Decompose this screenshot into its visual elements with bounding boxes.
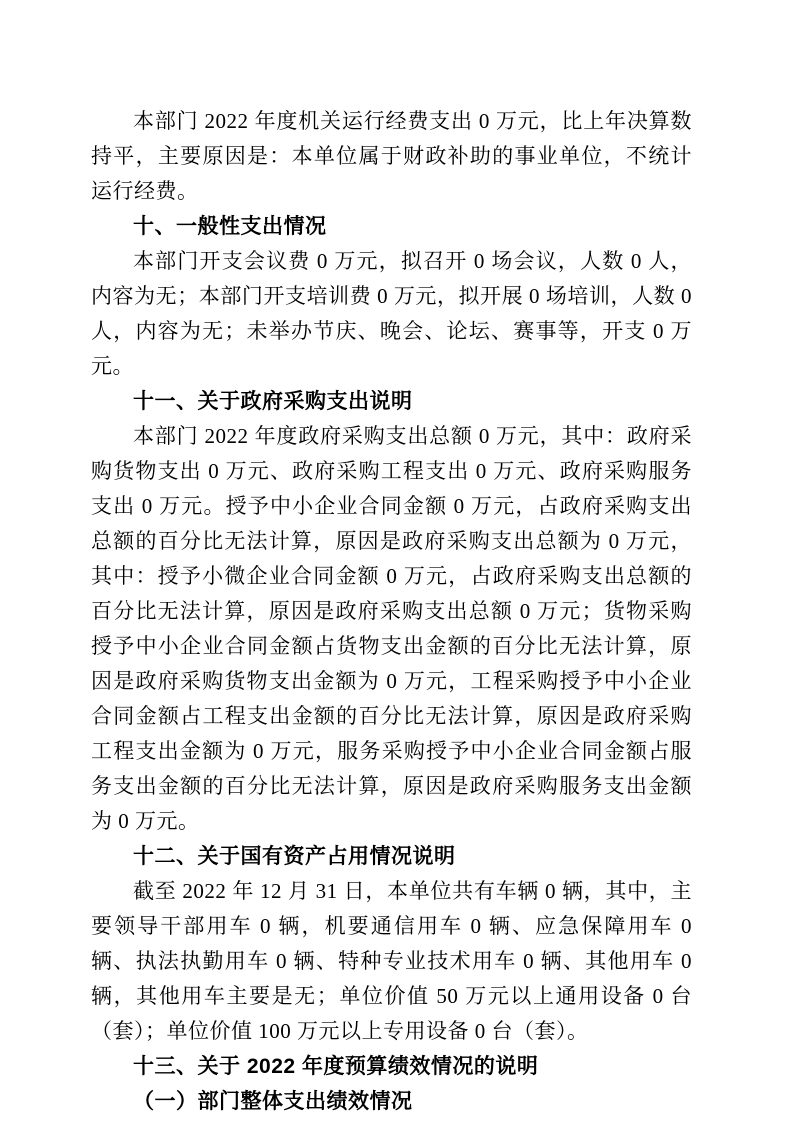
paragraph-state-assets-detail: 截至 2022 年 12 月 31 日，本单位共有车辆 0 辆，其中，主要领导干部用车 0 辆，机要通信用车 0 辆、应急保障用车 0 辆、执法执勤用车 0 辆、特种专业技术用车 0 辆、其他用车 0 辆，其他用车主要是无；单位价值 50 万元以上通用设备 0 台（套）；单位价值 100 万元以上专用设备 0 台（套）。 (91, 879, 692, 1043)
paragraph-government-procurement-detail: 本部门 2022 年度政府采购支出总额 0 万元，其中：政府采购货物支出 0 万元、政府采购工程支出 0 万元、政府采购服务支出 0 万元。授予中小企业合同金额 0 万元，占政府采购支出总额的百分比无法计算，原因是政府采购支出总额为 0 万元，其中：授予小微企业合同金额 0 万元，占政府采购支出总额的百分比无法计算，原因是政府采购支出总额 0 万元；货物采购授予中小企业合同金额占货物支出金额的百分比无法计算，原因是政府采购货物支出金额为 0 万元，工程采购授予中小企业合同金额占工程支出金额的百分比无法计算，原因是政府采购工程支出金额为 0 万元，服务采购授予中小企业合同金额占服务支出金额的百分比无法计算，原因是政府采购服务支出金额为 0 万元。 (91, 424, 692, 833)
heading-section-10-general-expenditure: 十、一般性支出情况 (133, 215, 327, 238)
heading-section-11-government-procurement: 十一、关于政府采购支出说明 (133, 390, 413, 413)
heading-section-13-budget-performance: 十三、关于 2022 年度预算绩效情况的说明 (133, 1055, 539, 1078)
document-content (91, 104, 692, 1119)
heading-section-12-state-assets: 十二、关于国有资产占用情况说明 (133, 845, 456, 868)
subheading-department-overall-performance: （一）部门整体支出绩效情况 (133, 1090, 413, 1113)
paragraph-general-expenditure-detail: 本部门开支会议费 0 万元，拟召开 0 场会议，人数 0 人，内容为无；本部门开支培训费 0 万元，拟开展 0 场培训，人数 0 人，内容为无；未举办节庆、晚会、论坛、赛事等，开支 0 万元。 (91, 249, 692, 378)
paragraph-operating-expense: 本部门 2022 年度机关运行经费支出 0 万元，比上年决算数持平，主要原因是：本单位属于财政补助的事业单位，不统计运行经费。 (91, 109, 692, 203)
